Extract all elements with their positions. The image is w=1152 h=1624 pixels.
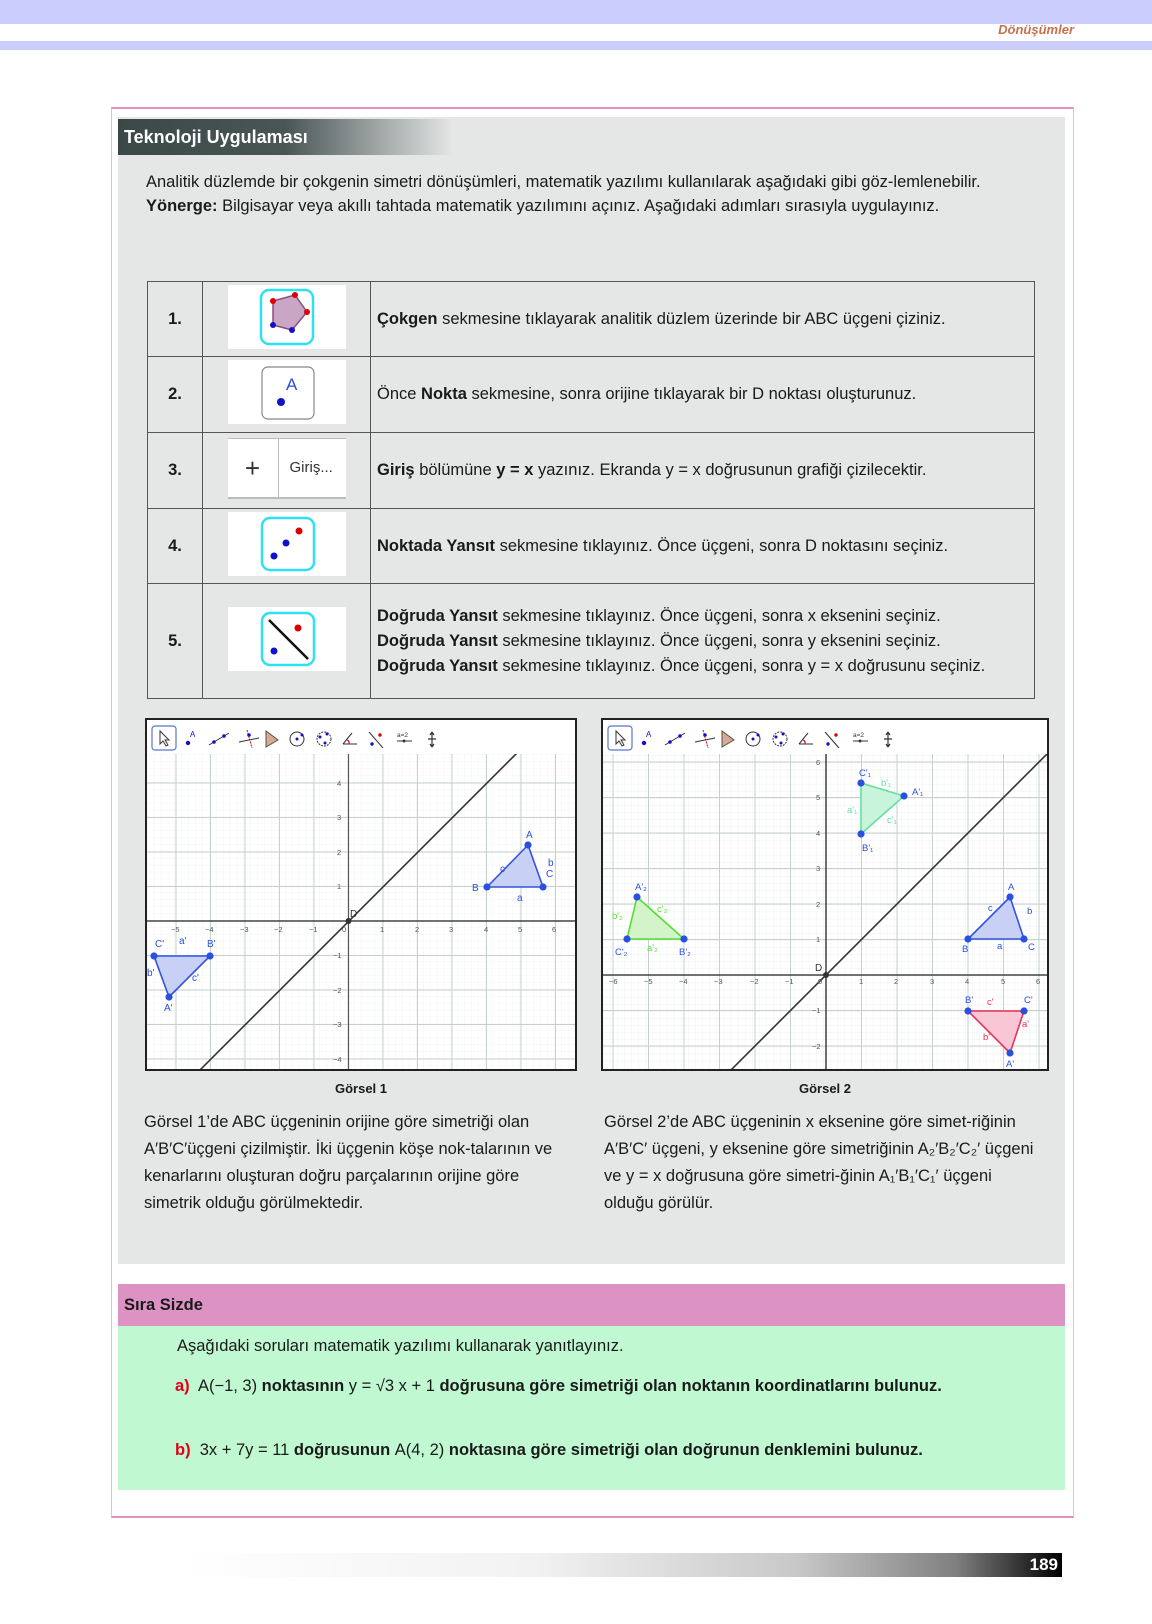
svg-text:−4: −4 [205,925,214,934]
svg-text:−4: −4 [679,977,688,986]
svg-text:c': c' [192,973,199,984]
svg-text:b: b [548,858,554,869]
svg-text:5: 5 [518,925,523,934]
svg-text:B': B' [207,939,216,950]
graph-1-canvas[interactable] [147,720,577,1071]
svg-text:c: c [988,903,993,914]
svg-text:4: 4 [965,977,970,986]
input-placeholder: Giriş... [289,458,333,476]
step-text: Önce Nokta sekmesine, sonra orijine tıklayarak bir D noktası oluşturunuz. [371,357,1035,433]
svg-text:−2: −2 [750,977,759,986]
reflect-line-icon [228,607,346,671]
instruction-text: Bilgisayar veya akıllı tahtada matematik yazılımını açınız. Aşağıdaki adımları sırasıyla uygulayınız. [217,197,940,215]
svg-text:−2: −2 [274,925,283,934]
svg-text:−5: −5 [644,977,653,986]
step-text: Doğruda Yansıt sekmesine tıklayınız. Önce üçgeni, sonra x eksenini seçiniz. Doğruda Yansıt sekmesine tıklayınız. Önce üçgeni, sonra y eksenini seçiniz. Doğruda Yansıt sekmesine tıklayınız. Önce üçgeni, sonra y = x doğrusunu seçiniz. [371,584,1035,699]
svg-text:−1: −1 [785,977,794,986]
reflect-point-icon [228,512,346,576]
svg-text:C: C [546,869,554,880]
svg-text:A: A [1008,882,1015,893]
svg-text:−4: −4 [333,1055,342,1064]
svg-text:2: 2 [816,900,821,909]
svg-text:a'₁: a'₁ [847,805,858,816]
svg-text:−1: −1 [812,1006,821,1015]
svg-text:a: a [997,941,1003,952]
svg-text:−3: −3 [714,977,723,986]
your-turn-intro: Aşağıdaki soruları matematik yazılımı kullanarak yanıtlayınız. [177,1337,624,1355]
svg-text:a: a [517,893,523,904]
geogebra-graph-1[interactable] [145,718,577,1071]
instruction [146,194,1036,218]
step-number: 3. [148,433,203,509]
step-row [148,584,1035,699]
point-tool-icon [228,360,346,424]
svg-text:C': C' [1024,995,1033,1006]
svg-text:a=2: a=2 [397,732,409,739]
svg-text:−6: −6 [609,977,618,986]
svg-text:0: 0 [342,925,347,934]
svg-text:−3: −3 [240,925,249,934]
chapter-title: Dönüşümler [998,22,1074,37]
svg-text:C': C' [155,939,165,950]
step-row [148,357,1035,433]
svg-text:a'₂: a'₂ [647,943,658,954]
svg-text:A': A' [164,1003,173,1014]
svg-text:−2: −2 [333,986,342,995]
header-band-top [0,0,1152,24]
svg-text:2: 2 [894,977,899,986]
question-a: a) A(−1, 3) noktasının y = √3 x + 1 doğrusuna göre simetriği olan noktanın koordinatlarını bulunuz. [175,1377,942,1395]
svg-text:5: 5 [816,793,821,802]
section-title: Teknoloji Uygulaması [118,119,453,155]
svg-text:A: A [646,730,652,739]
svg-text:A: A [190,730,196,739]
math-expression: A(−1, 3) [197,1377,258,1395]
svg-text:B'₂: B'₂ [679,947,691,958]
figure-description-2: Görsel 2’de ABC üçgeninin x eksenine göre simet-riğinin A′B′C′ üçgeni, y eksenine göre simetriğinin A₂′B₂′C₂′ üçgeni ve y = x doğrusuna göre simetri-ğinin A₁′B₁′C₁′ üçgeni olduğu görülür. [604,1113,1034,1212]
svg-text:2: 2 [337,848,342,857]
svg-text:1: 1 [380,925,385,934]
step-row [148,509,1035,584]
step-number: 1. [148,282,203,357]
math-expression: 3x + 7y = 11 [199,1441,290,1459]
math-expression: A(4, 2) [394,1441,445,1459]
svg-text:1: 1 [337,882,342,891]
svg-text:c'₁: c'₁ [887,815,897,826]
svg-text:b': b' [147,968,155,979]
add-icon: + [228,439,279,497]
svg-text:−3: −3 [333,1020,342,1029]
math-expression: y = √3 x + 1 [348,1377,435,1395]
svg-text:2: 2 [415,925,420,934]
svg-text:−1: −1 [333,951,342,960]
svg-text:B': B' [965,995,974,1006]
svg-text:A': A' [1006,1059,1015,1070]
figure-description-1: Görsel 1’de ABC üçgeninin orijine göre simetriği olan A′B′C′üçgeni çizilmiştir. İki üçgenin köşe nok-talarının ve kenarlarını oluşturan doğru parçalarının orijine göre simetrik olduğu görülmektedir. [144,1113,553,1212]
svg-text:6: 6 [816,758,821,767]
step-text: Giriş bölümüne y = x yazınız. Ekranda y = x doğrusunun grafiği çizilecektir. [371,433,1035,509]
svg-text:b'₂: b'₂ [612,911,623,922]
steps-table [147,281,1035,699]
geogebra-graph-2[interactable] [601,718,1049,1071]
header-band-bottom [0,41,1152,50]
intro-paragraph: Analitik düzlemde bir çokgenin simetri dönüşümleri, matematik yazılımı kullanılarak aşağıdaki gibi göz-lemlenebilir. [146,173,981,191]
svg-text:b: b [1027,906,1033,917]
svg-text:B: B [962,944,969,955]
svg-text:3: 3 [337,813,342,822]
svg-text:4: 4 [484,925,489,934]
svg-text:c'₂: c'₂ [657,904,668,915]
svg-text:a=2: a=2 [853,732,865,739]
svg-text:B'₁: B'₁ [862,843,874,854]
your-turn-title: Sıra Sizde [118,1284,1065,1326]
svg-text:C'₂: C'₂ [615,947,628,958]
svg-text:A'₂: A'₂ [635,882,647,893]
step-number: 5. [148,584,203,699]
intro-text [146,170,1036,218]
step-number: 2. [148,357,203,433]
svg-text:−5: −5 [171,925,180,934]
graph-2-canvas[interactable] [603,720,1049,1071]
step-number: 4. [148,509,203,584]
step-text: Çokgen sekmesine tıklayarak analitik düzlem üzerinde bir ABC üçgeni çiziniz. [371,282,1035,357]
svg-text:c': c' [987,997,994,1008]
svg-text:B: B [472,883,479,894]
svg-text:6: 6 [552,925,557,934]
svg-text:A: A [526,830,533,841]
svg-text:c: c [500,864,505,875]
svg-text:a': a' [1022,1019,1030,1030]
svg-text:−1: −1 [309,925,318,934]
svg-text:b': b' [983,1032,991,1043]
step-row [148,282,1035,357]
svg-text:0: 0 [818,977,823,986]
page-number: 189 [1029,1555,1058,1574]
figure-caption-1: Görsel 1 [334,1081,388,1096]
svg-text:4: 4 [816,829,821,838]
footer-bar [180,1553,1062,1577]
svg-text:6: 6 [1036,977,1041,986]
figure-caption-2: Görsel 2 [798,1081,852,1096]
svg-text:D: D [815,963,823,974]
svg-text:5: 5 [1001,977,1006,986]
svg-text:−2: −2 [812,1042,821,1051]
svg-text:1: 1 [859,977,864,986]
svg-text:3: 3 [816,864,821,873]
step-text: Noktada Yansıt sekmesine tıklayınız. Önce üçgeni, sonra D noktasını seçiniz. [371,509,1035,584]
question-label: a) [175,1377,190,1395]
svg-text:A: A [285,375,297,394]
instruction-label: Yönerge: [146,197,218,215]
svg-text:a': a' [179,936,187,947]
input-bar[interactable] [228,438,346,499]
step-row [148,433,1035,509]
svg-text:b'₁: b'₁ [881,778,892,789]
svg-text:C: C [1028,942,1035,953]
svg-text:C'₁: C'₁ [859,768,871,779]
svg-text:4: 4 [337,779,342,788]
question-label: b) [175,1441,191,1459]
question-b: b) 3x + 7y = 11 doğrusunun A(4, 2) noktasına göre simetriği olan doğrunun denklemini bulunuz. [175,1441,923,1459]
svg-text:3: 3 [449,925,454,934]
svg-text:A'₁: A'₁ [912,787,924,798]
svg-text:D: D [350,909,358,920]
svg-text:1: 1 [816,935,821,944]
polygon-tool-icon [228,285,346,349]
svg-text:3: 3 [930,977,935,986]
